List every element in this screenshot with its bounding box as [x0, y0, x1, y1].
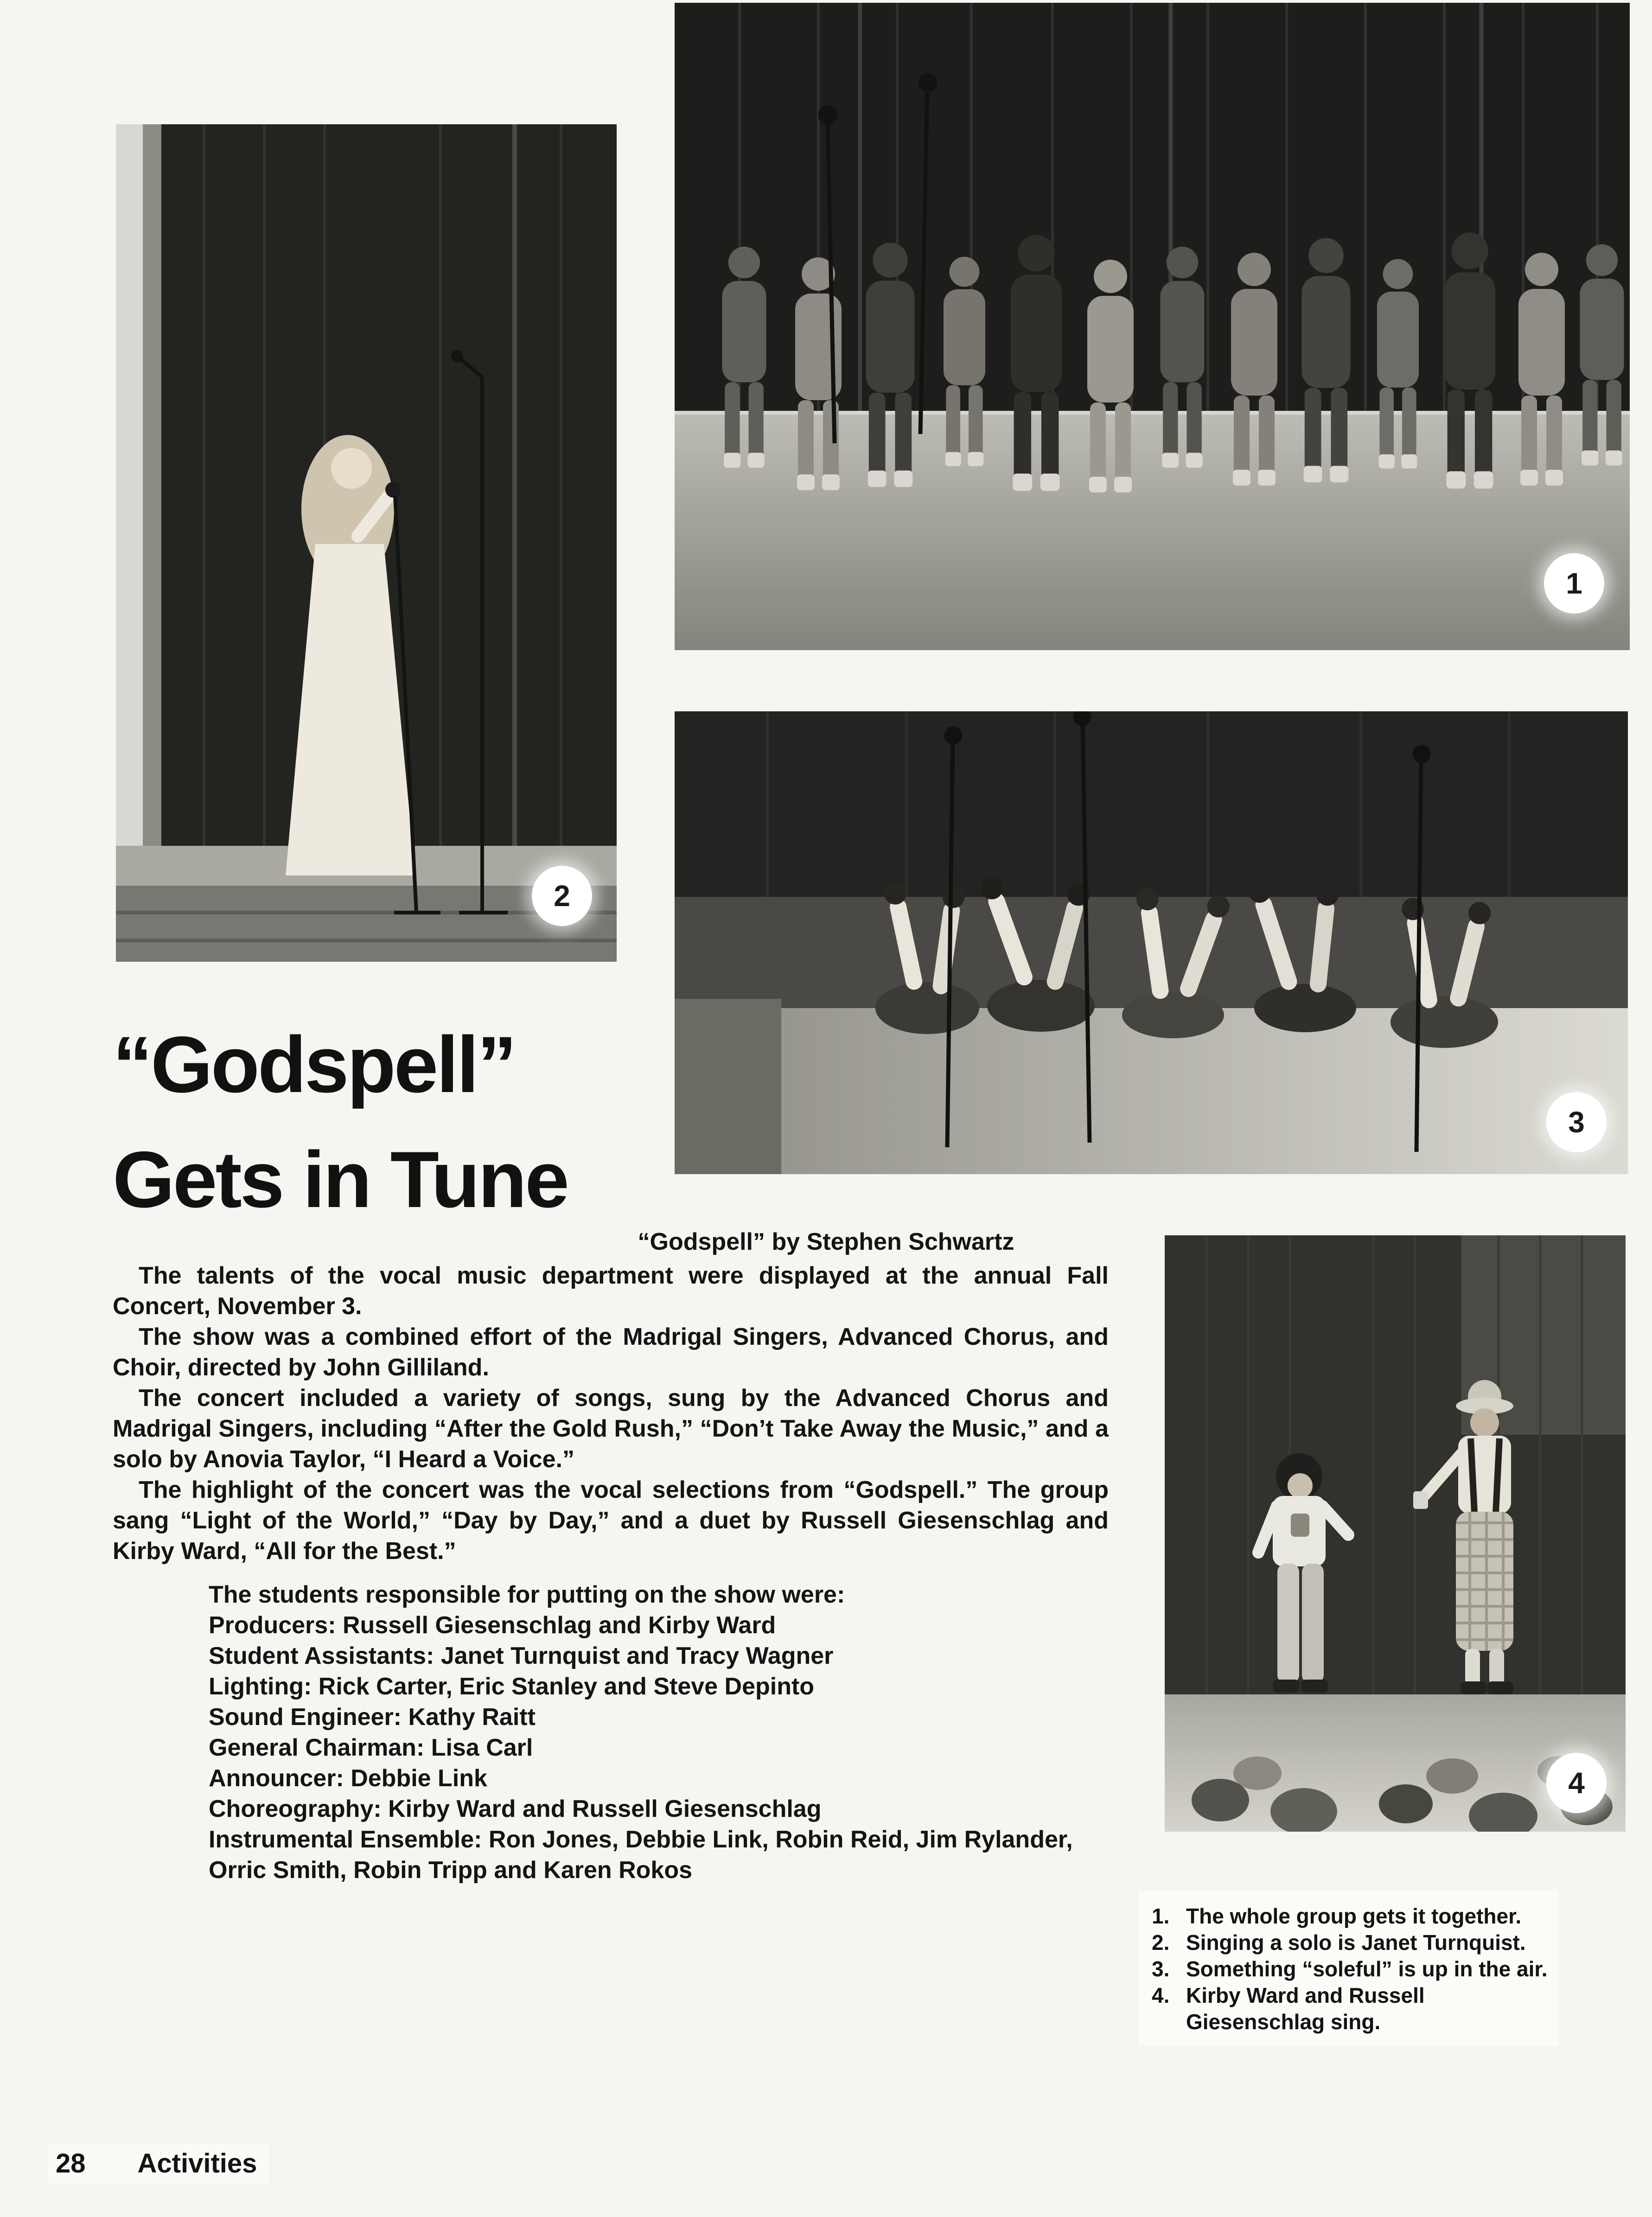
- section-label: Activities: [137, 2148, 257, 2179]
- photo-4-number-badge: 4: [1546, 1753, 1607, 1813]
- caption-4-text: Kirby Ward and Russell Giesenschlag sing.: [1186, 1983, 1425, 2034]
- credit-announcer: Announcer: Debbie Link: [209, 1765, 487, 1792]
- caption-1-text: The whole group gets it together.: [1186, 1904, 1522, 1928]
- caption-3-number: 3.: [1152, 1957, 1170, 1981]
- caption-1-number: 1.: [1152, 1904, 1170, 1928]
- photo-group-on-stage: [675, 3, 1630, 650]
- photo-duet: [1165, 1235, 1626, 1832]
- page-title-line-1: “Godspell”: [113, 1020, 515, 1109]
- paragraph: The talents of the vocal music department were displayed at the annual Fall Concert, November 3.: [113, 1262, 1109, 1320]
- photo-soloist: [116, 124, 617, 962]
- caption-4-number: 4.: [1152, 1983, 1170, 2007]
- paragraph: The highlight of the concert was the vocal selections from “Godspell.” The group sang “Light of the World,” “Day by Day,” and a duet by Russell Giesenschlag and Kirby Ward, “All for the Best.”: [113, 1476, 1109, 1565]
- credit-sound-engineer: Sound Engineer: Kathy Raitt: [209, 1704, 536, 1731]
- paragraph: The show was a combined effort of the Madrigal Singers, Advanced Chorus, and Choir, directed by John Gilliland.: [113, 1323, 1109, 1381]
- credit-general-chairman: General Chairman: Lisa Carl: [209, 1734, 533, 1761]
- credit-choreography: Choreography: Kirby Ward and Russell Giesenschlag: [209, 1795, 822, 1822]
- credit-instrumental-ensemble: Instrumental Ensemble: Ron Jones, Debbie Link, Robin Reid, Jim Rylander, Orric Smith, Robin Tripp and Karen Rokos: [209, 1826, 1073, 1884]
- caption-2: [1152, 1929, 1550, 1956]
- caption-4: [1152, 1982, 1550, 2035]
- page-title-line-2: Gets in Tune: [113, 1135, 568, 1224]
- credits-list: [209, 1579, 1109, 1885]
- paragraph: The concert included a variety of songs, sung by the Advanced Chorus and Madrigal Singers, including “After the Gold Rush,” “Don’t Take Away the Music,” and a solo by Anovia Taylor, “I Heard a Voice.”: [113, 1385, 1109, 1473]
- page-title: [113, 1007, 674, 1237]
- byline: “Godspell” by Stephen Schwartz: [638, 1228, 1014, 1255]
- caption-1: [1152, 1903, 1550, 1929]
- caption-3-text: Something “soleful” is up in the air.: [1186, 1957, 1548, 1981]
- photo-2-number-badge: 2: [532, 866, 592, 926]
- photo-captions: [1139, 1891, 1559, 2045]
- photo-soloist-illustration: [116, 124, 617, 962]
- photo-legs-illustration: [675, 711, 1628, 1174]
- credit-student-assistants: Student Assistants: Janet Turnquist and Tracy Wagner: [209, 1642, 834, 1669]
- caption-3: [1152, 1956, 1550, 1982]
- photo-duet-illustration: [1165, 1235, 1626, 1832]
- credit-producers: Producers: Russell Giesenschlag and Kirby Ward: [209, 1612, 776, 1639]
- page-number: 28: [56, 2148, 86, 2179]
- photo-group-illustration: [675, 3, 1630, 650]
- caption-2-number: 2.: [1152, 1930, 1170, 1955]
- page-footer: [48, 2143, 269, 2185]
- photo-legs-in-air: [675, 711, 1628, 1174]
- credit-lighting: Lighting: Rick Carter, Eric Stanley and Steve Depinto: [209, 1673, 815, 1700]
- article-body: [113, 1260, 1109, 1885]
- caption-2-text: Singing a solo is Janet Turnquist.: [1186, 1930, 1526, 1955]
- photo-3-number-badge: 3: [1546, 1092, 1607, 1152]
- photo-1-number-badge: 1: [1544, 553, 1604, 613]
- credits-intro: The students responsible for putting on the show were:: [209, 1581, 845, 1608]
